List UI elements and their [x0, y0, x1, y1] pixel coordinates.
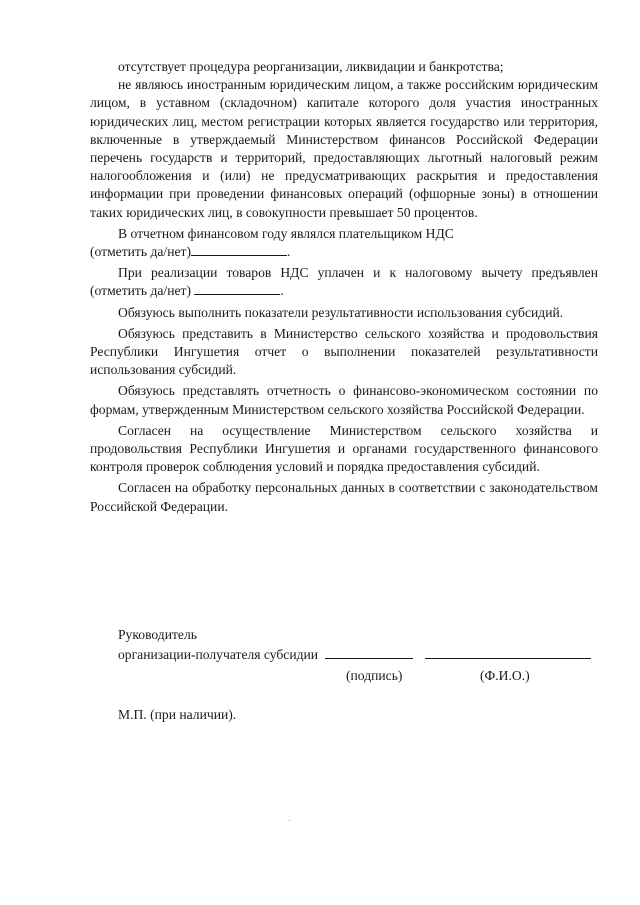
scan-speck	[289, 820, 290, 821]
stamp-note: М.П. (при наличии).	[118, 707, 237, 722]
vat-deduction-answer-line[interactable]	[194, 282, 280, 295]
vat-payer-end: .	[286, 244, 291, 260]
signatory-title: Руководитель	[118, 627, 197, 642]
vat-deduction-text: При реализации товаров НДС уплачен и к налоговому вычету предъявлен (отметить да/нет)	[90, 265, 598, 299]
vat-deduction-end: .	[280, 283, 284, 299]
vat-payer-answer-line[interactable]	[191, 243, 287, 256]
vat-payer-hint: (отметить да/нет)	[90, 244, 191, 260]
full-name-caption: (Ф.И.О.)	[480, 668, 530, 683]
paragraph-report-obligation: Обязуюсь представить в Министерство сельского хозяйства и продовольствия Республики Ингушетия отчет о выполнении показателей результативности использования субсидий.	[90, 325, 598, 378]
document-body	[90, 58, 598, 516]
signatory-organization-row	[118, 645, 598, 665]
paragraph-personal-data-consent: Согласен на обработку персональных данных в соответствии с законодательством Российской Федерации.	[90, 480, 598, 514]
paragraph-inspection-consent: Согласен на осуществление Министерством сельского хозяйства и продовольствия Республики Ингушетия и органами государственного финансового контроля проверок соблюдения условий и порядка предоставления субсидий.	[90, 422, 598, 475]
full-name-line[interactable]	[425, 645, 591, 659]
paragraph-vat-deduction	[90, 264, 598, 300]
signature-line[interactable]	[325, 645, 413, 659]
signatory-organization: организации-получателя субсидии	[118, 647, 319, 662]
vat-payer-text: В отчетном финансовом году являлся плательщиком НДС	[118, 225, 454, 241]
paragraph-financial-reporting: Обязуюсь представлять отчетность о финансово-экономическом состоянии по формам, утвержденным Министерством сельского хозяйства Российской Федерации.	[90, 383, 598, 417]
paragraph-no-bankruptcy: отсутствует процедура реорганизации, ликвидации и банкротства;	[118, 59, 504, 74]
paragraph-not-foreign-entity: не являюсь иностранным юридическим лицом, а также российским юридическим лицом, в уставном (складочном) капитале которого доля участия иностранных юридических лиц, местом регистрации которых является государство или территория, включенные в утверждаемый Министерством финансов Российской Федерации перечень государств и территорий, предоставляющих льготный налоговый режим налогообложения и (или) не предусматривающих раскрытия и предоставления информации при проведении финансовых операций (офшорные зоны) в отношении таких юридических лиц, в совокупности превышает 50 процентов.	[90, 77, 598, 220]
signature-captions	[118, 666, 598, 688]
signature-caption: (подпись)	[346, 668, 403, 683]
paragraph-performance-indicators: Обязуюсь выполнить показатели результативности использования субсидий.	[118, 304, 564, 320]
signature-block	[118, 625, 598, 688]
paragraph-vat-payer	[90, 225, 598, 261]
